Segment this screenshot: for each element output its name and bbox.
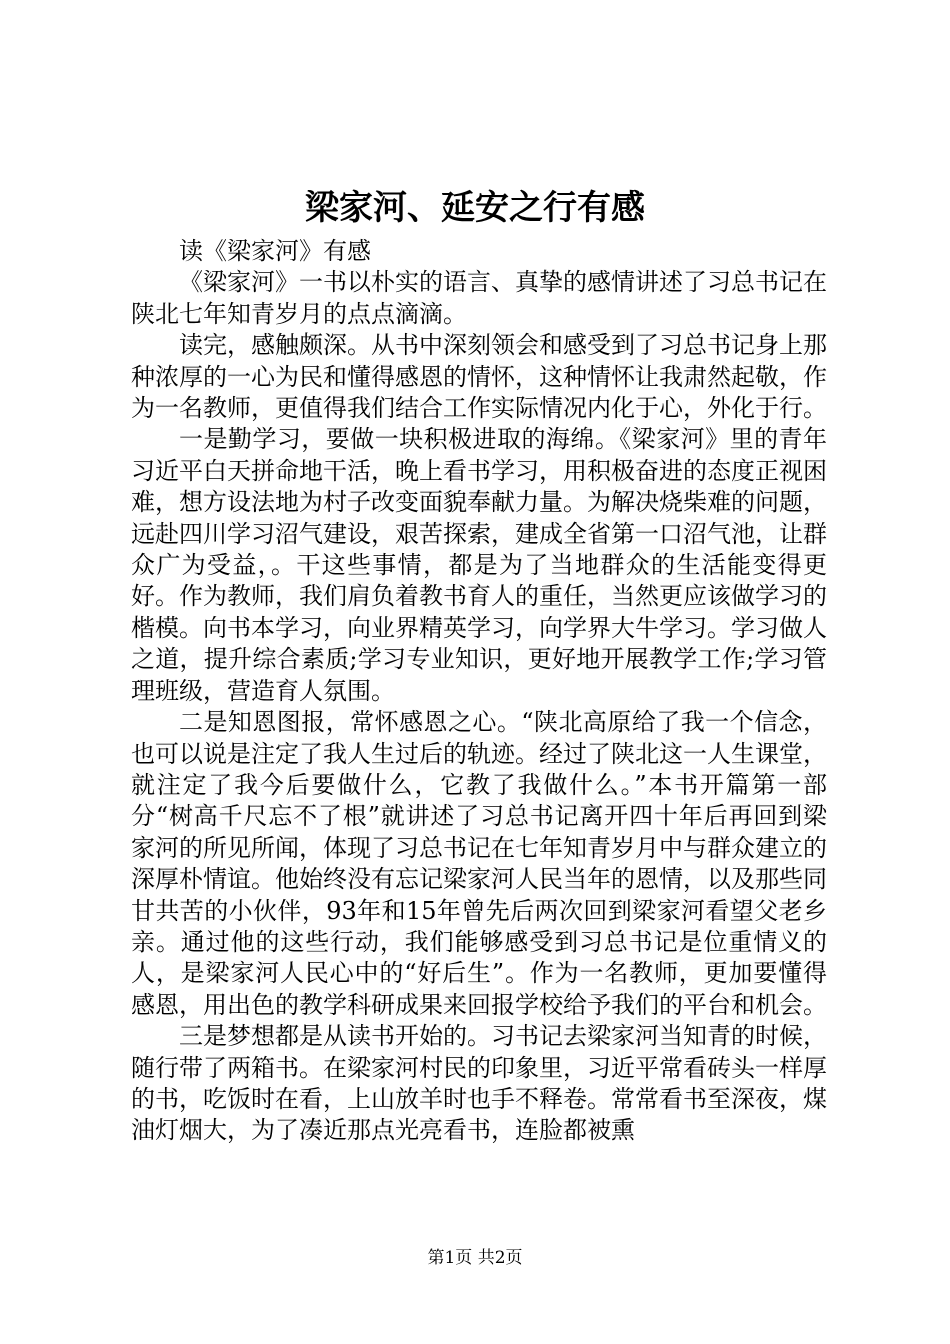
- document-title: 梁家河、延安之行有感: [305, 188, 645, 228]
- paragraph-point-two: 二是知恩图报，常怀感恩之心。“陕北高原给了我一个信念，也可以说是注定了我人生过后的轨迹。经过了陕北这一人生课堂，就注定了我今后要做什么，它教了我做什么。”本书开篇第一部分“树高千尺忘不了根”就讲述了习总书记离开四十年后再回到梁家河的所见所闻，体现了习总书记在七年知青岁月中与群众建立的深厚朴情谊。他始终没有忘记梁家河人民当年的恩情，以及那些同甘共苦的小伙伴，93年和15年曾先后两次回到梁家河看望父老乡亲。通过他的这些行动，我们能够感受到习总书记是位重情义的人，是梁家河人民心中的“好后生”。作为一名教师，更加要懂得感恩，用出色的教学科研成果来回报学校给予我们的平台和机会。: [131, 708, 827, 1019]
- paragraph-point-one: 一是勤学习，要做一块积极进取的海绵。《梁家河》里的青年习近平白天拼命地干活，晚上看书学习，用积极奋进的态度正视困难，想方设法地为村子改变面貌奉献力量。为解决烧柴难的问题，远赴四川学习沼气建设，艰苦探索，建成全省第一口沼气池，让群众广为受益，。干这些事情，都是为了当地群众的生活能变得更好。作为教师，我们肩负着教书育人的重任，当然更应该做学习的楷模。向书本学习，向业界精英学习，向学界大牛学习。学习做人之道，提升综合素质;学习专业知识，更好地开展教学工作;学习管理班级，营造育人氛围。: [131, 425, 827, 705]
- document-body: [131, 236, 827, 1147]
- paragraph-reflection: 读完，感触颇深。从书中深刻领会和感受到了习总书记身上那种浓厚的一心为民和懂得感恩的情怀，这种情怀让我肃然起敬，作为一名教师，更值得我们结合工作实际情况内化于心，外化于行。: [131, 331, 827, 423]
- page-number-footer: 第1页 共2页: [427, 1248, 523, 1268]
- paragraph-intro: 《梁家河》一书以朴实的语言、真挚的感情讲述了习总书记在陕北七年知青岁月的点点滴滴。: [131, 268, 827, 328]
- paragraph-subtitle: 读《梁家河》有感: [179, 237, 371, 265]
- paragraph-point-three: 三是梦想都是从读书开始的。习书记去梁家河当知青的时候，随行带了两箱书。在梁家河村民的印象里，习近平常看砖头一样厚的书，吃饭时在看，上山放羊时也手不释卷。常常看书至深夜，煤油灯烟大，为了凑近那点光亮看书，连脸都被熏: [131, 1022, 827, 1145]
